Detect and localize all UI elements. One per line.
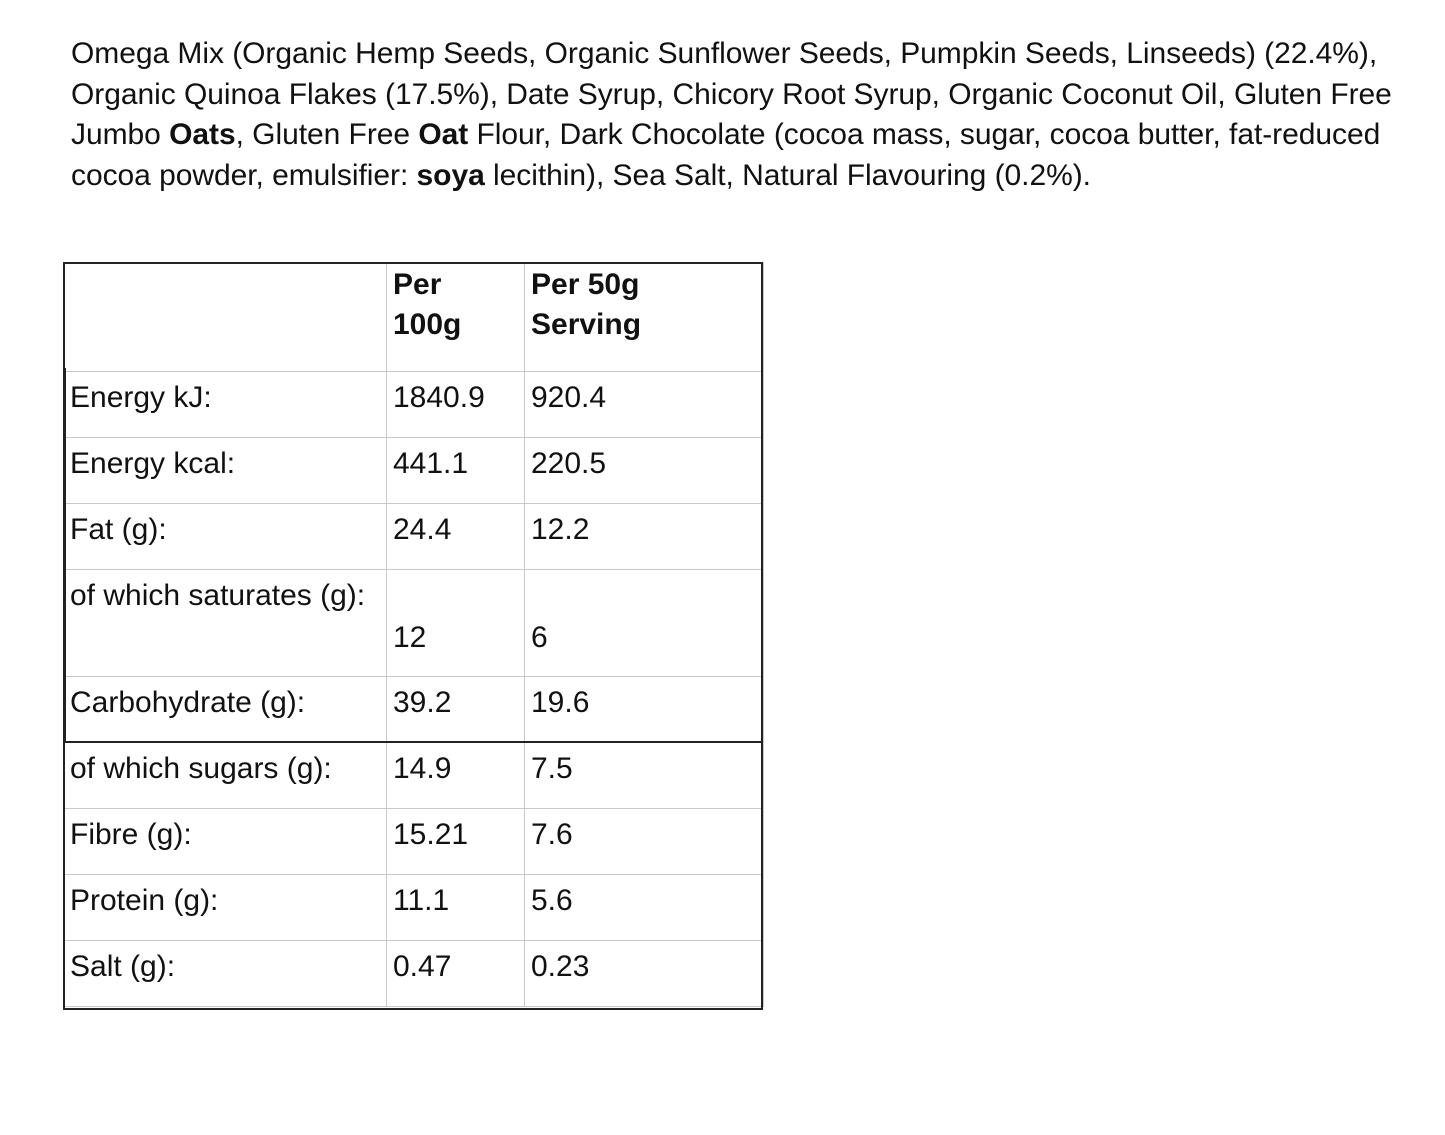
- ingredients-text-3: Flour, Dark Chocolate (cocoa mass, sugar, cocoa butter, fat-reduced cocoa powder, emulsifier:: [71, 118, 1381, 192]
- value-per-100g: 0.47: [387, 941, 525, 1007]
- value-per-100g: 12: [387, 570, 525, 677]
- ingredients-text-4: lecithin), Sea Salt, Natural Flavouring (0.2%).: [484, 158, 1091, 192]
- nutrient-label: of which sugars (g):: [64, 743, 387, 809]
- nutrient-label: Fibre (g):: [64, 809, 387, 875]
- ingredients-text-1: Omega Mix (Organic Hemp Seeds, Organic Sunflower Seeds, Pumpkin Seeds, Linseeds) (22.4%), Organic Quinoa Flakes (17.5%), Date Syrup, Chicory Root Syrup, Organic Coconut Oil, Gluten Free Jumbo: [71, 37, 1392, 152]
- header-label-cell: [64, 263, 387, 372]
- header-per-100g: Per 100g: [387, 263, 525, 372]
- value-per-50g: 5.6: [525, 875, 764, 941]
- nutrition-row-energy-kj: [64, 372, 764, 438]
- header-per-50g-serving: Per 50g Serving: [525, 263, 764, 372]
- nutrient-label: of which saturates (g):: [64, 570, 387, 677]
- value-per-50g: 0.23: [525, 941, 764, 1007]
- value-per-100g: 39.2: [387, 677, 525, 743]
- nutrition-row-fat: [64, 504, 764, 570]
- value-per-50g: 920.4: [525, 372, 764, 438]
- allergen-soya: soya: [416, 158, 485, 192]
- nutrition-header-row: [64, 263, 764, 372]
- value-per-50g: 12.2: [525, 504, 764, 570]
- nutrient-label: Energy kcal:: [64, 438, 387, 504]
- nutrition-row-saturates: [64, 570, 764, 677]
- value-per-50g: 220.5: [525, 438, 764, 504]
- nutrient-label: Energy kJ:: [64, 372, 387, 438]
- nutrition-row-salt: [64, 941, 764, 1007]
- allergen-oats: Oats: [169, 118, 236, 152]
- value-per-100g: 11.1: [387, 875, 525, 941]
- allergen-oat: Oat: [418, 118, 469, 152]
- value-per-100g: 14.9: [387, 743, 525, 809]
- nutrition-row-sugars: [64, 743, 764, 809]
- value-per-100g: 24.4: [387, 504, 525, 570]
- ingredients-text-2: , Gluten Free: [235, 118, 419, 152]
- value-per-100g: 1840.9: [387, 372, 525, 438]
- nutrient-label: Salt (g):: [64, 941, 387, 1007]
- value-per-50g: 19.6: [525, 677, 764, 743]
- value-per-50g: 6: [525, 570, 764, 677]
- nutrition-row-energy-kcal: [64, 438, 764, 504]
- nutrition-table: [63, 262, 764, 1007]
- value-per-100g: 15.21: [387, 809, 525, 875]
- nutrient-label: Carbohydrate (g):: [64, 677, 387, 743]
- value-per-50g: 7.5: [525, 743, 764, 809]
- nutrition-row-carbohydrate: [64, 677, 764, 743]
- nutrition-row-protein: [64, 875, 764, 941]
- value-per-50g: 7.6: [525, 809, 764, 875]
- nutrient-label: Fat (g):: [64, 504, 387, 570]
- nutrition-row-fibre: [64, 809, 764, 875]
- value-per-100g: 441.1: [387, 438, 525, 504]
- ingredients-list: [71, 34, 1421, 196]
- nutrient-label: Protein (g):: [64, 875, 387, 941]
